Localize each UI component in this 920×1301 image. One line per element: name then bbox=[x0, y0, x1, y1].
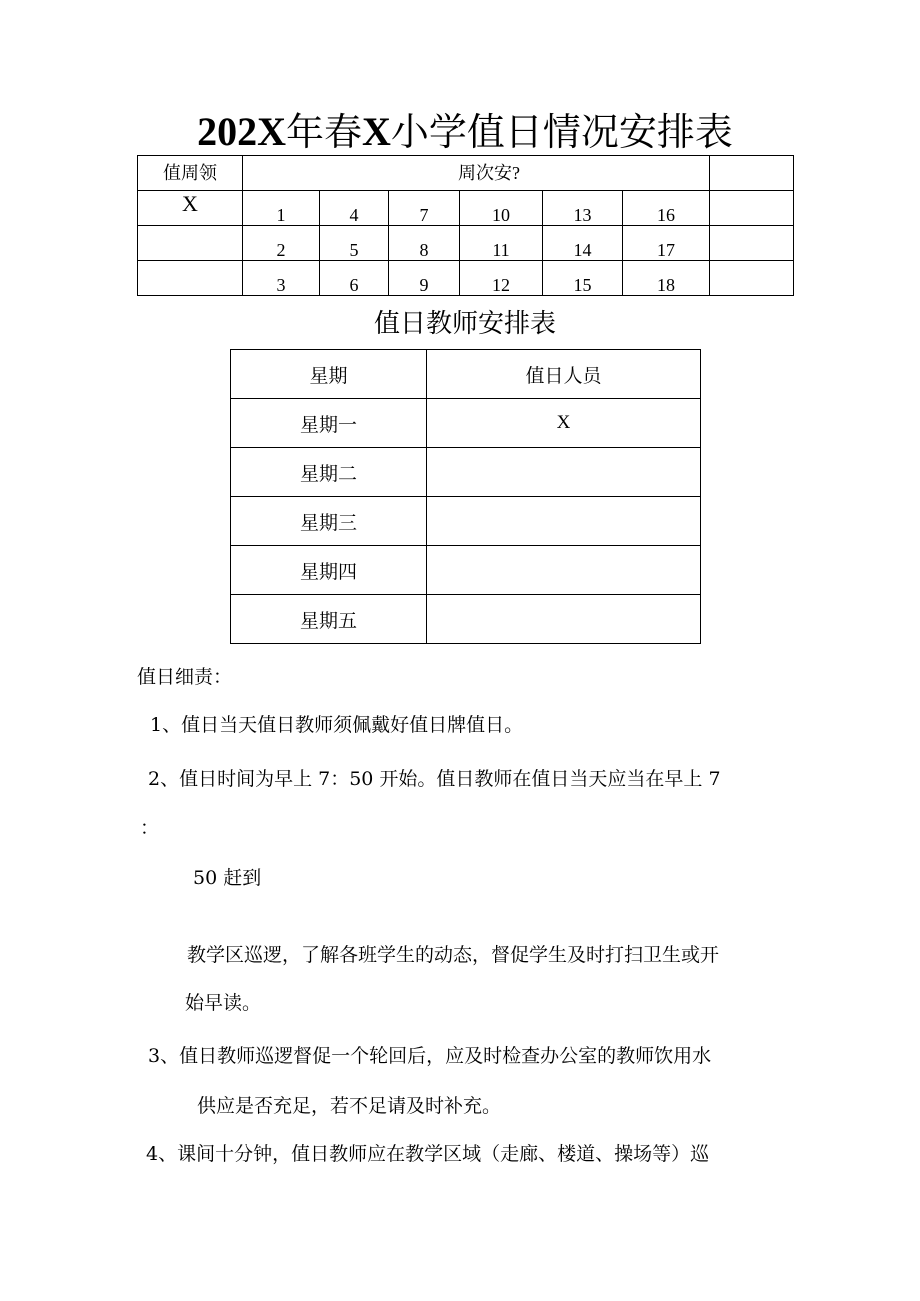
weekday-cell: 星期一 bbox=[231, 399, 427, 448]
weekly-row bbox=[138, 261, 794, 296]
rule-4-line-1: 4、课间十分钟，值日教师应在教学区域（走廊、楼道、操场等）巡 bbox=[146, 1143, 710, 1165]
week-cell: 7 bbox=[389, 191, 460, 226]
duty-row bbox=[231, 448, 701, 497]
rule-1: 1、值日当天值日教师须佩戴好值日牌值日。 bbox=[150, 714, 524, 736]
rule-3-line-1: 3、值日教师巡逻督促一个轮回后，应及时检查办公室的教师饮用水 bbox=[148, 1045, 712, 1067]
empty-cell bbox=[710, 261, 794, 296]
rule-3-line-2: 供应是否充足，若不足请及时补充。 bbox=[197, 1095, 502, 1117]
week-cell: 8 bbox=[389, 226, 460, 261]
title-season: 年春 bbox=[285, 110, 362, 154]
empty-cell bbox=[138, 226, 243, 261]
duty-row bbox=[231, 497, 701, 546]
week-cell: 17 bbox=[623, 226, 710, 261]
duty-row bbox=[231, 399, 701, 448]
week-cell: 18 bbox=[623, 261, 710, 296]
week-cell: 15 bbox=[543, 261, 623, 296]
schedule-label: 周次安? bbox=[243, 156, 710, 191]
week-cell: 4 bbox=[320, 191, 389, 226]
weekday-cell: 星期二 bbox=[231, 448, 427, 497]
week-cell: 9 bbox=[389, 261, 460, 296]
week-cell: 12 bbox=[460, 261, 543, 296]
weekday-cell: 星期三 bbox=[231, 497, 427, 546]
leader-column-label: 值周领 bbox=[138, 156, 243, 191]
rule-2-line-2: ： bbox=[140, 817, 160, 839]
weekday-cell: 星期四 bbox=[231, 546, 427, 595]
rule-2-line-4: 教学区巡逻，了解各班学生的动态，督促学生及时打扫卫生或开 bbox=[187, 944, 720, 966]
week-cell: 3 bbox=[243, 261, 320, 296]
staff-header: 值日人员 bbox=[427, 350, 701, 399]
staff-cell bbox=[427, 595, 701, 644]
weekly-row bbox=[138, 191, 794, 226]
week-cell: 11 bbox=[460, 226, 543, 261]
week-cell: 10 bbox=[460, 191, 543, 226]
week-cell: 13 bbox=[543, 191, 623, 226]
title-rest: 小学值日情况安排表 bbox=[390, 110, 733, 154]
empty-cell bbox=[138, 261, 243, 296]
rules-heading: 值日细责： bbox=[137, 666, 233, 688]
rule-2-line-1: 2、值日时间为早上 7：50 开始。值日教师在值日当天应当在早上 7 bbox=[148, 768, 721, 790]
duty-header-row bbox=[231, 350, 701, 399]
duty-row bbox=[231, 546, 701, 595]
title-year: 202X bbox=[197, 109, 286, 154]
week-cell: 14 bbox=[543, 226, 623, 261]
staff-cell bbox=[427, 497, 701, 546]
week-cell: 6 bbox=[320, 261, 389, 296]
empty-cell bbox=[710, 191, 794, 226]
staff-cell bbox=[427, 448, 701, 497]
title-school-placeholder: X bbox=[362, 109, 391, 154]
duty-row bbox=[231, 595, 701, 644]
rule-2-line-5: 始早读。 bbox=[185, 992, 262, 1014]
weekly-row bbox=[138, 226, 794, 261]
week-cell: 1 bbox=[243, 191, 320, 226]
duty-teacher-table bbox=[230, 349, 701, 644]
week-cell: 16 bbox=[623, 191, 710, 226]
week-cell: 2 bbox=[243, 226, 320, 261]
weekly-leader-table bbox=[137, 155, 794, 296]
staff-cell: X bbox=[427, 399, 701, 448]
duty-table-title: 值日教师安排表 bbox=[373, 309, 556, 339]
rule-2-line-3: 50 赶到 bbox=[193, 867, 262, 889]
empty-cell bbox=[710, 226, 794, 261]
week-cell: 5 bbox=[320, 226, 389, 261]
weekly-header-row bbox=[138, 156, 794, 191]
empty-cell bbox=[710, 156, 794, 191]
page-title bbox=[0, 108, 920, 156]
weekday-header: 星期 bbox=[231, 350, 427, 399]
leader-name: X bbox=[138, 191, 243, 226]
staff-cell bbox=[427, 546, 701, 595]
weekday-cell: 星期五 bbox=[231, 595, 427, 644]
